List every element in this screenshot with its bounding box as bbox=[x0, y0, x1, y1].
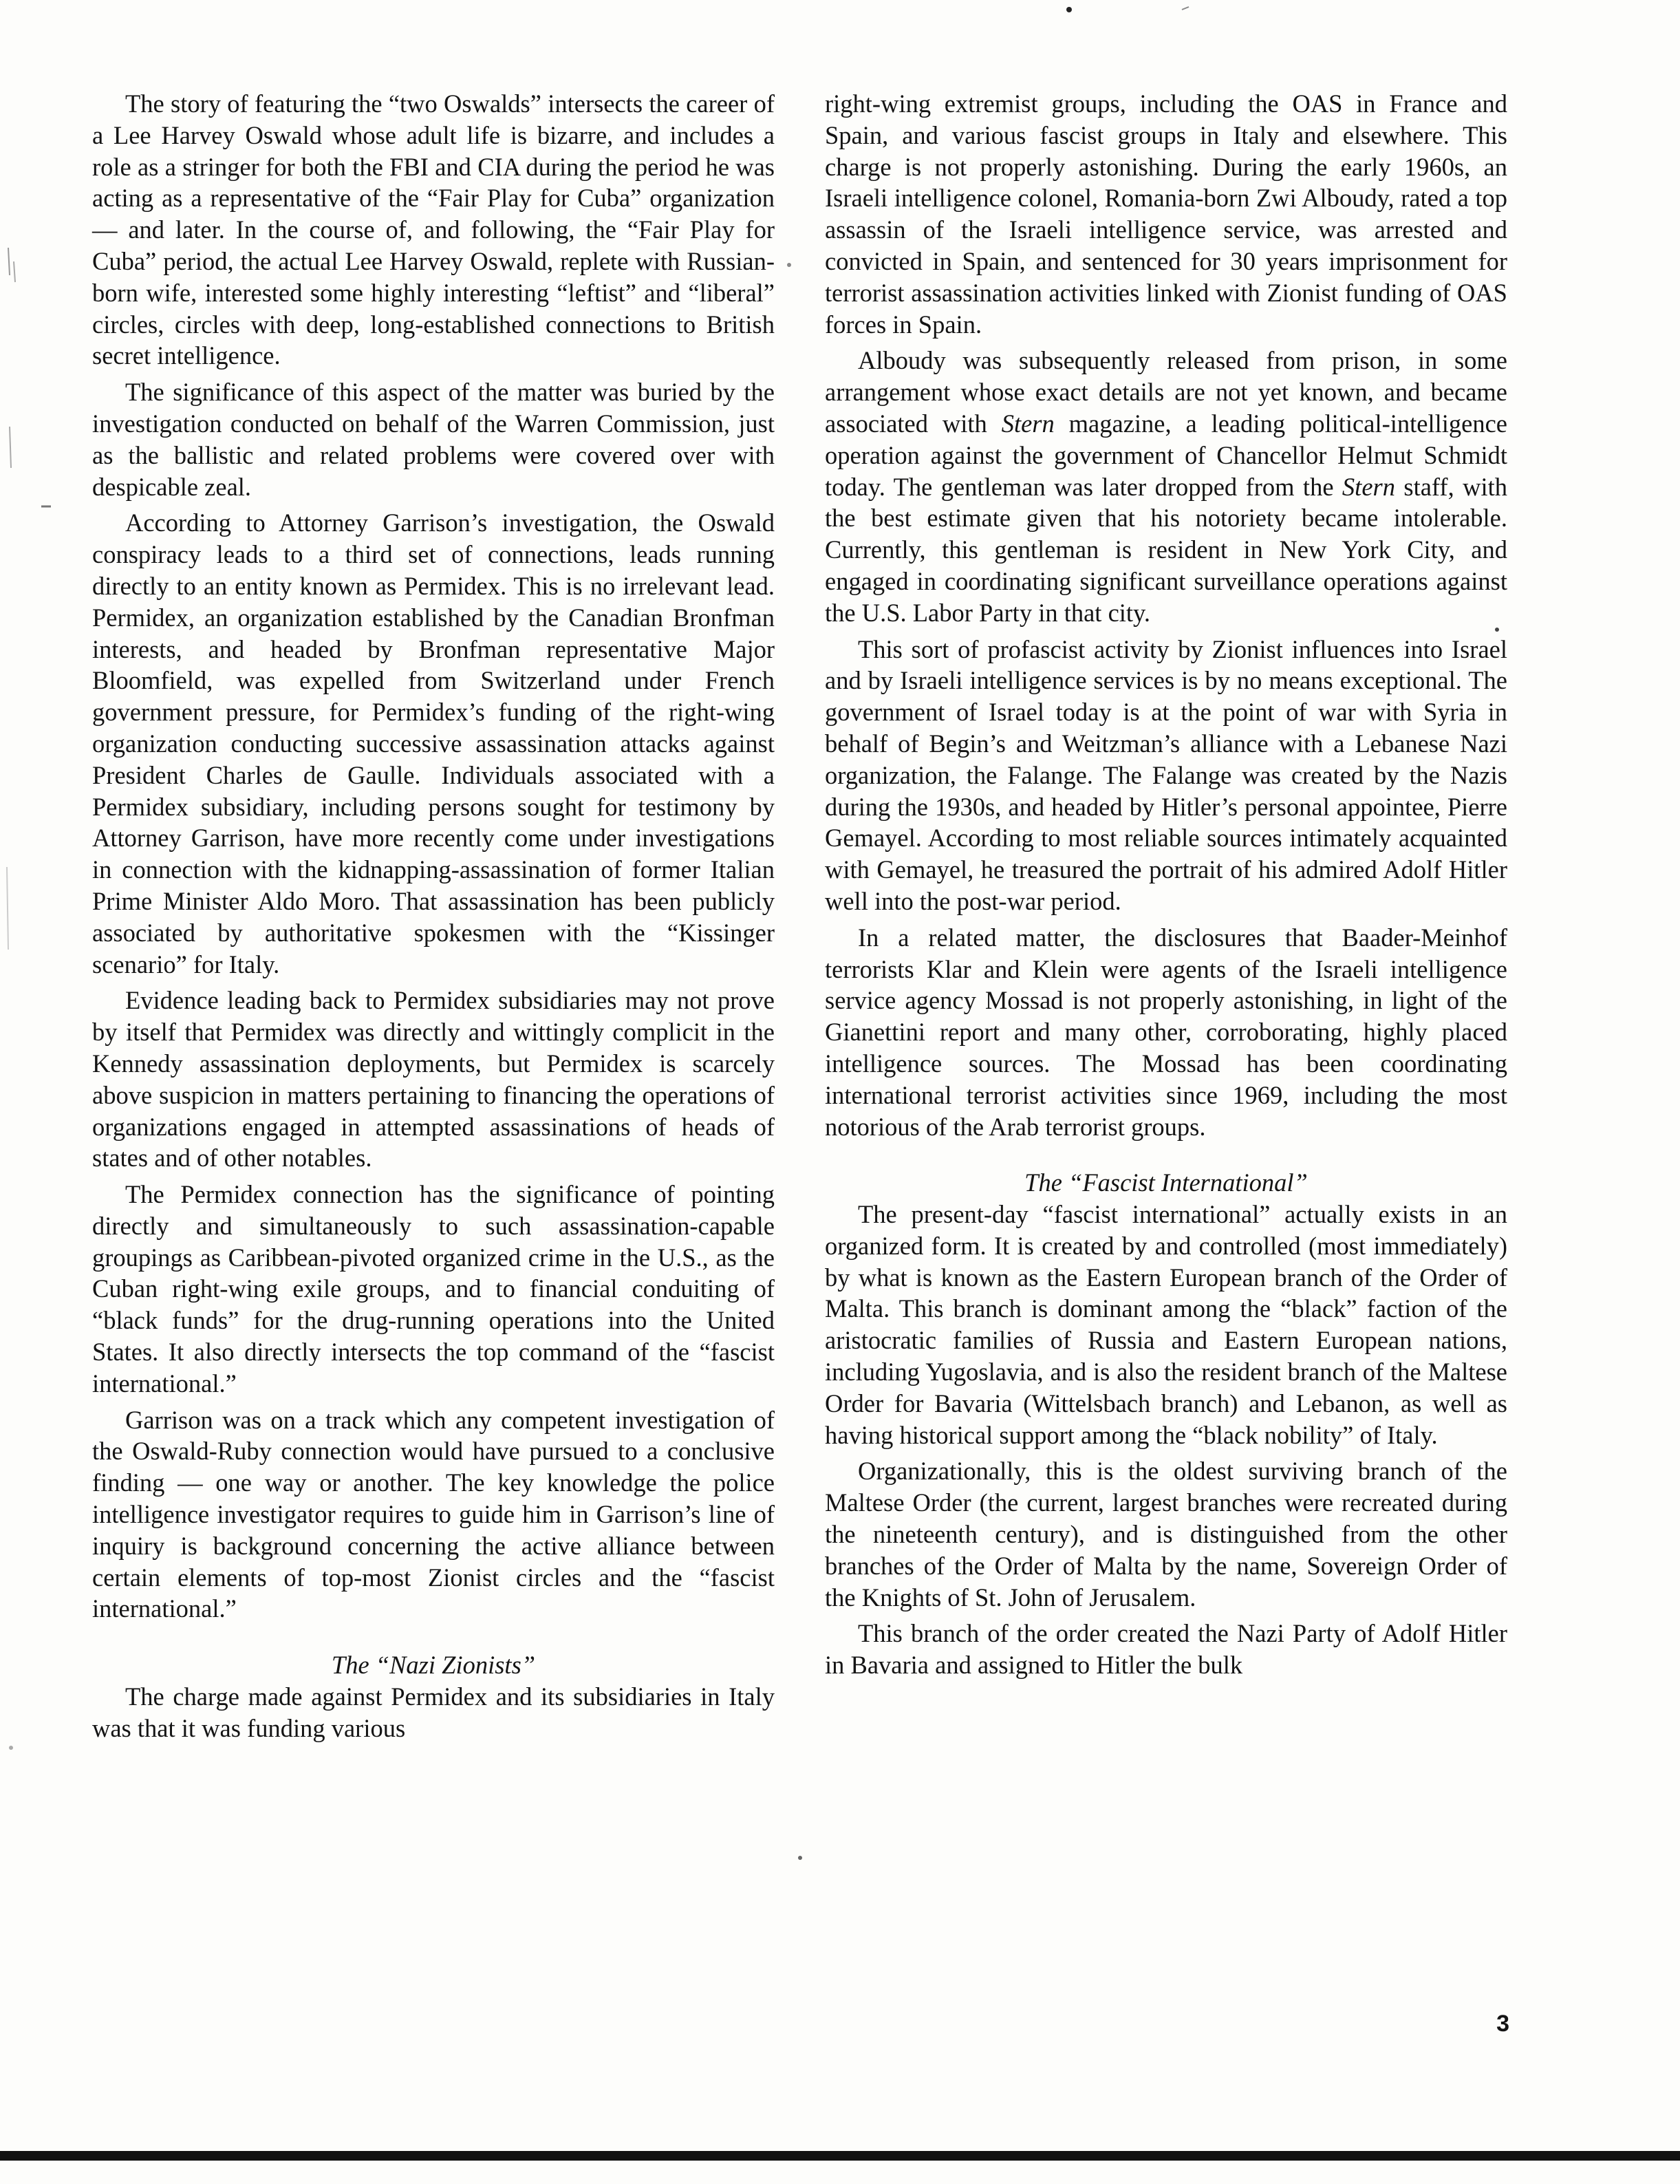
magazine-title: Stern bbox=[1342, 472, 1395, 501]
scan-speck bbox=[798, 1856, 802, 1860]
body-paragraph: The present-day “fascist international” actually exists in an organized form. It is created by and controlled (most immediately) by what is known as the Eastern European branch of the Order of Malta. This branch is dominant among the “black” faction of the aristocratic families of Russia and Eastern European nations, including Yugoslavia, and is also the resident branch of the Maltese Order for Bavaria (Wittelsbach branch) and Lebanon, as well as having historical support among the “black nobility” of Italy. bbox=[825, 1200, 1507, 1449]
body-paragraph: In a related matter, the disclosures that Baader-Meinhof terrorists Klar and Klein were agents of the Israeli intelligence service agency Mossad is not properly astonishing, in light of the Gianettini report and many other, corroborating, highly placed intelligence sources. The Mossad has been coordinating international terrorist activities since 1969, including the most notorious of the Arab terrorist groups. bbox=[825, 923, 1507, 1141]
scan-speck bbox=[9, 1746, 13, 1750]
left-column bbox=[92, 88, 775, 1749]
bottom-rule bbox=[0, 2151, 1680, 2161]
body-paragraph: This branch of the order created the Nazi Party of Adolf Hitler in Bavaria and assigned to Hitler the bulk bbox=[825, 1619, 1507, 1680]
body-paragraph: The significance of this aspect of the matter was buried by the investigation conducted on behalf of the Warren Commission, just as the ballistic and related problems were covered over with despicable zeal. bbox=[92, 378, 775, 501]
scan-speck bbox=[1066, 7, 1072, 12]
section-heading-nazi-zionists: The “Nazi Zionists” bbox=[331, 1651, 536, 1680]
body-paragraph: The charge made against Permidex and its subsidiaries in Italy was that it was funding various bbox=[92, 1682, 775, 1742]
scan-edge-mark bbox=[8, 248, 10, 275]
right-column bbox=[825, 88, 1507, 1686]
continued-paragraph: right-wing extremist groups, including the OAS in France and Spain, and various fascist groups in Italy and elsewhere. This charge is not properly astonishing. During the early 1960s, an Israeli intelligence colonel, Romania-born Zwi Alboudy, rated a top assassin of the Israeli intelligence service, was arrested and convicted in Spain, and sentenced for 30 years imprisonment for terrorist assassination activities linked with Zionist funding of OAS forces in Spain. bbox=[825, 89, 1507, 339]
body-paragraph-alboudy bbox=[825, 345, 1507, 628]
paragraph-text: Alboudy was subsequently released from prison, in some arrangement whose exact details are not yet known, and became associated with bbox=[825, 346, 1507, 438]
scan-edge-mark bbox=[10, 427, 11, 468]
scan-edge-mark bbox=[7, 867, 8, 950]
page-number: 3 bbox=[1496, 2011, 1509, 2037]
body-paragraph: Garrison was on a track which any competent investigation of the Oswald-Ruby connection would have pursued to a conclusive finding — one way or another. The key knowledge the police intelligence investigator requires to guide him in Garrison’s line of inquiry is background concerning the active alliance between certain elements of top-most Zionist circles and the “fascist international.” bbox=[92, 1405, 775, 1623]
paragraph-text: staff, with the best estimate given that his notoriety became intolerable. Currently, this gentleman is resident in New York City, and engaged in coordinating significant surveillance operations against the U.S. Labor Party in that city. bbox=[825, 472, 1507, 627]
scan-speck bbox=[1182, 7, 1189, 10]
body-paragraph: Evidence leading back to Permidex subsidiaries may not prove by itself that Permidex was directly and wittingly complicit in the Kennedy assassination deployments, but Permidex is scarcely above suspicion in matters pertaining to financing the operations of organizations engaged in attempted assassinations of heads of states and of other notables. bbox=[92, 986, 775, 1173]
body-paragraph: The story of featuring the “two Oswalds” intersects the career of a Lee Harvey Oswald whose adult life is bizarre, and includes a role as a stringer for both the FBI and CIA during the period he was acting as a representative of the “Fair Play for Cuba” organization — and later. In the course of, and following, the “Fair Play for Cuba” period, the actual Lee Harvey Oswald, replete with Russian-born wife, interested some highly interesting “leftist” and “liberal” circles, circles with deep, long-established connections to British secret intelligence. bbox=[92, 89, 775, 370]
body-paragraph: The Permidex connection has the significance of pointing directly and simultaneously to such assassination-capable groupings as Caribbean-pivoted organized crime in the U.S., as the Cuban right-wing exile groups, and to financial conduiting of “black funds” for the drug-running operations into the United States. It also directly intersects the top command of the “fascist international.” bbox=[92, 1180, 775, 1398]
paragraph-text: magazine, a leading political-intelligence operation against the government of Chancellor Helmut Schmidt today. The gentleman was later dropped from the bbox=[825, 409, 1507, 501]
magazine-title: Stern bbox=[1001, 409, 1055, 438]
body-paragraph: Organizationally, this is the oldest surviving branch of the Maltese Order (the current, largest branches were recreated during the nineteenth century), and is distinguished from the other branches of the Order of Malta by the name, Sovereign Order of the Knights of St. John of Jerusalem. bbox=[825, 1457, 1507, 1612]
scan-speck bbox=[787, 263, 791, 267]
scan-edge-mark bbox=[14, 261, 15, 282]
body-paragraph: This sort of profascist activity by Zionist influences into Israel and by Israeli intelligence services is by no means exceptional. The government of Israel today is at the point of war with Syria in behalf of Begin’s and Weitzman’s alliance with a Lebanese Nazi organization, the Falange. The Falange was created by the Nazis during the 1930s, and headed by Hitler’s personal appointee, Pierre Gemayel. According to most reliable sources intimately acquainted with Gemayel, he treasured the portrait of his admired Adolf Hitler well into the post-war period. bbox=[825, 634, 1507, 915]
body-paragraph: According to Attorney Garrison’s investigation, the Oswald conspiracy leads to a third set of connections, leads running directly to an entity known as Permidex. This is no irrelevant lead. Permidex, an organization established by the Canadian Bronfman interests, and headed by Bronfman representative Major Bloomfield, was expelled from Switzerland under French government pressure, for Permidex’s funding of the right-wing organization conducting successive assassination attacks against President Charles de Gaulle. Individuals associated with a Permidex subsidiary, including persons sought for testimony by Attorney Garrison, have more recently come under investigations in connection with the kidnapping-assassination of former Italian Prime Minister Aldo Moro. That assassination has been publicly associated by authoritative spokesmen with the “Kissinger scenario” for Italy. bbox=[92, 508, 775, 978]
section-heading-fascist-international: The “Fascist International” bbox=[1024, 1168, 1308, 1197]
